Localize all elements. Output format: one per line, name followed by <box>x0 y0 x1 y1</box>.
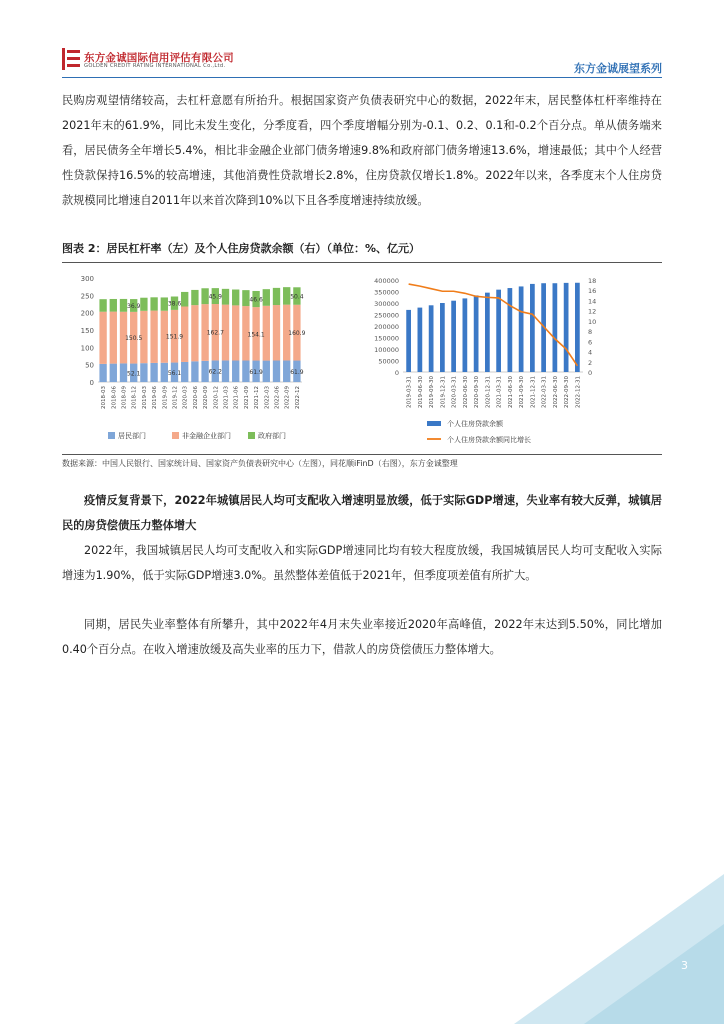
mortgage-chart <box>355 266 605 452</box>
x-tick-label: 2020-12-31 <box>485 376 492 408</box>
x-tick-label: 2020-09-30 <box>474 376 481 408</box>
data-source-note: 数据来源：中国人民银行、国家统计局、国家资产负债表研究中心（左图），同花顺iFinD（右图），东方金诚整理 <box>62 459 458 468</box>
x-tick-label: 2022-09-30 <box>564 376 571 408</box>
bar-government <box>273 288 280 305</box>
bar-resident <box>150 363 157 382</box>
bar-mortgage-balance <box>508 288 513 372</box>
y-tick-label: 200 <box>80 309 94 318</box>
bar-mortgage-balance <box>440 303 445 372</box>
data-label: 61.9 <box>249 368 263 376</box>
right-y-tick-label: 0 <box>588 369 593 377</box>
data-label: 160.9 <box>288 330 306 338</box>
bar-mortgage-balance <box>575 283 580 372</box>
bar-nonfinancial <box>273 305 280 360</box>
figure-bottom-rule <box>62 454 662 455</box>
x-tick-label: 2018-06 <box>111 386 118 409</box>
bar-government <box>263 289 270 306</box>
x-tick-label: 2019-06 <box>152 386 159 409</box>
bar-nonfinancial <box>110 312 117 364</box>
y-tick-label: 250 <box>80 292 94 301</box>
x-tick-label: 2021-03-31 <box>496 376 503 408</box>
data-label: 46.6 <box>249 296 263 304</box>
data-label: 45.9 <box>208 293 222 301</box>
right-y-tick-label: 8 <box>588 328 593 337</box>
bar-government <box>140 298 147 311</box>
bar-government <box>110 299 117 312</box>
x-tick-label: 2018-03 <box>101 386 108 409</box>
x-tick-label: 2021-09-30 <box>519 376 526 408</box>
data-label: 162.7 <box>206 329 224 337</box>
brand-english-name: GOLDEN CREDIT RATING INTERNATIONAL Co.,Ltd. <box>84 63 226 69</box>
bar-government <box>181 292 188 307</box>
bar-resident <box>140 363 147 382</box>
paragraph-income: 2022年，我国城镇居民人均可支配收入和实际GDP增速同比均有较大程度放缓，我国城镇居民人均可支配收入实际增速为1.90%，低于实际GDP增速3.0%。虽然整体差值低于2021年，但季度项差值有所扩大。 <box>62 544 662 582</box>
legend-label: 非金融企业部门 <box>182 432 231 440</box>
data-label: 151.9 <box>165 333 184 341</box>
x-tick-label: 2019-06-30 <box>417 376 424 408</box>
x-tick-label: 2020-06-30 <box>462 376 469 408</box>
x-tick-label: 2022-09 <box>284 386 291 409</box>
left-y-tick-label: 400000 <box>374 277 399 285</box>
bar-mortgage-balance <box>451 301 456 372</box>
left-y-tick-label: 200000 <box>374 323 399 331</box>
y-tick-label: 150 <box>80 327 94 335</box>
x-tick-label: 2020-03-31 <box>451 376 458 408</box>
x-tick-label: 2021-09 <box>243 386 250 409</box>
y-tick-label: 300 <box>80 275 94 283</box>
data-label: 150.5 <box>125 335 143 343</box>
left-y-tick-label: 250000 <box>374 311 399 320</box>
right-y-tick-label: 12 <box>588 307 597 316</box>
bar-mortgage-balance <box>564 283 569 372</box>
line-mortgage-growth <box>409 284 578 366</box>
figure-title: 图表 2：居民杠杆率（左）及个人住房贷款余额（右）（单位：%、亿元） <box>62 242 421 255</box>
right-y-tick-label: 10 <box>588 317 597 326</box>
right-y-tick-label: 18 <box>588 277 597 285</box>
right-y-tick-label: 6 <box>588 338 593 347</box>
bar-mortgage-balance <box>463 298 468 372</box>
right-y-tick-label: 4 <box>588 348 593 357</box>
bar-nonfinancial <box>232 305 239 360</box>
legend-label: 个人住房贷款余额同比增长 <box>447 436 531 444</box>
data-label: 38.6 <box>167 300 182 308</box>
bar-mortgage-balance <box>485 293 490 372</box>
bar-resident <box>191 361 198 382</box>
company-logo-icon <box>62 48 80 70</box>
x-tick-label: 2022-12-31 <box>575 376 582 408</box>
legend-swatch <box>108 432 115 439</box>
paragraph-unemployment: 同期，居民失业率整体有所攀升，其中2022年4月末失业率接近2020年高峰值，2022年末达到5.50%，同比增加0.40个百分点。在收入增速放缓及高失业率的压力下，借款人的房贷偿债压力整体增大。 <box>62 618 662 656</box>
bar-mortgage-balance <box>530 284 535 372</box>
bar-nonfinancial <box>191 305 198 361</box>
data-label: 154.1 <box>247 331 265 339</box>
brand-name: 东方金诚国际信用评估有限公司 <box>84 52 234 64</box>
series-title: 东方金诚展望系列 <box>574 62 662 75</box>
x-tick-label: 2020-12 <box>213 386 220 409</box>
header-divider <box>62 77 662 78</box>
left-y-tick-label: 0 <box>394 369 399 377</box>
page-number: 3 <box>681 959 688 972</box>
bar-mortgage-balance <box>429 305 434 372</box>
bar-government <box>222 289 229 305</box>
legend-swatch <box>427 421 441 426</box>
bar-mortgage-balance <box>474 295 479 372</box>
x-tick-label: 2019-09 <box>162 386 169 409</box>
right-y-tick-label: 14 <box>588 297 597 306</box>
bar-government <box>99 299 106 312</box>
data-label: 50.4 <box>290 293 304 301</box>
bar-resident <box>181 362 188 382</box>
bar-resident <box>232 361 239 382</box>
x-tick-label: 2021-03 <box>223 386 230 409</box>
bar-nonfinancial <box>150 311 157 363</box>
x-tick-label: 2022-06-30 <box>552 376 559 408</box>
x-tick-label: 2019-12 <box>172 386 179 409</box>
data-label: 62.2 <box>208 368 222 376</box>
x-tick-label: 2018-09 <box>121 386 128 409</box>
x-tick-label: 2022-06 <box>274 386 281 409</box>
legend-swatch <box>172 432 179 439</box>
x-tick-label: 2018-12 <box>131 386 138 409</box>
left-y-tick-label: 350000 <box>374 288 399 297</box>
x-tick-label: 2020-09 <box>203 386 210 409</box>
data-label: 61.9 <box>290 368 304 376</box>
figure-top-rule <box>62 262 662 263</box>
x-tick-label: 2022-03 <box>264 386 271 409</box>
legend-label: 个人住房贷款余额 <box>447 420 503 428</box>
left-y-tick-label: 150000 <box>374 334 399 343</box>
left-y-tick-label: 50000 <box>378 357 399 366</box>
page-header <box>62 48 662 76</box>
left-y-tick-label: 100000 <box>374 346 399 354</box>
x-tick-label: 2021-06 <box>233 386 240 409</box>
bar-government <box>191 290 198 305</box>
bar-government <box>150 297 157 310</box>
y-tick-label: 0 <box>89 379 94 387</box>
x-tick-label: 2019-09-30 <box>429 376 436 408</box>
bar-mortgage-balance <box>496 290 501 372</box>
corner-decoration <box>514 874 724 1024</box>
x-tick-label: 2020-06 <box>192 386 199 409</box>
x-tick-label: 2019-03 <box>141 386 148 409</box>
bar-resident <box>222 360 229 382</box>
y-tick-label: 100 <box>80 344 94 353</box>
data-label: 56.1 <box>167 369 182 377</box>
x-tick-label: 2021-12-31 <box>530 376 537 408</box>
bar-resident <box>263 361 270 382</box>
x-tick-label: 2021-06-30 <box>507 376 514 408</box>
paragraph-leverage: 民购房观望情绪较高，去杠杆意愿有所抬升。根据国家资产负债表研究中心的数据，2022年末，居民整体杠杆率维持在2021年末的61.9%，同比未发生变化，分季度看，四个季度增幅分别为-0.1、0.2、0.1和-0.2个百分点。单从债务端来看，居民债务全年增长5.4%，相比非金融企业部门债务增速9.8%和政府部门债务增速13.6%，增速最低；其中个人经营性贷款保持16.5%的较高增速，其他消费性贷款增长2.8%，住房贷款仅增长1.8%。2022年以来，各季度末个人住房贷款规模同比增速自2011年以来首次降到10%以下且各季度增速持续放缓。 <box>62 94 662 207</box>
legend-label: 政府部门 <box>258 432 286 440</box>
bar-nonfinancial <box>99 312 106 364</box>
bar-mortgage-balance <box>519 286 524 372</box>
bar-resident <box>110 364 117 382</box>
data-label: 36.9 <box>127 302 141 310</box>
right-y-tick-label: 16 <box>588 287 597 296</box>
x-tick-label: 2021-12 <box>254 386 261 409</box>
x-tick-label: 2022-12 <box>294 386 301 409</box>
bar-resident <box>99 364 106 382</box>
legend-label: 居民部门 <box>118 432 146 440</box>
section-heading: 疫情反复背景下，2022年城镇居民人均可支配收入增速明显放缓，低于实际GDP增速，失业率有较大反弹，城镇居民的房贷偿债压力整体增大 <box>62 494 662 532</box>
x-tick-label: 2019-12-31 <box>440 376 447 408</box>
legend-swatch <box>248 432 255 439</box>
x-tick-label: 2019-03-31 <box>406 376 413 408</box>
left-y-tick-label: 300000 <box>374 300 399 308</box>
x-tick-label: 2020-03 <box>182 386 189 409</box>
x-tick-label: 2022-03-31 <box>541 376 548 408</box>
bar-resident <box>273 361 280 382</box>
bar-mortgage-balance <box>553 283 558 372</box>
y-tick-label: 50 <box>85 361 94 370</box>
bar-mortgage-balance <box>418 308 423 372</box>
bar-mortgage-balance <box>406 310 411 372</box>
bar-government <box>232 290 239 306</box>
data-label: 52.1 <box>127 370 141 378</box>
right-y-tick-label: 2 <box>588 358 593 367</box>
leverage-chart <box>62 266 314 452</box>
